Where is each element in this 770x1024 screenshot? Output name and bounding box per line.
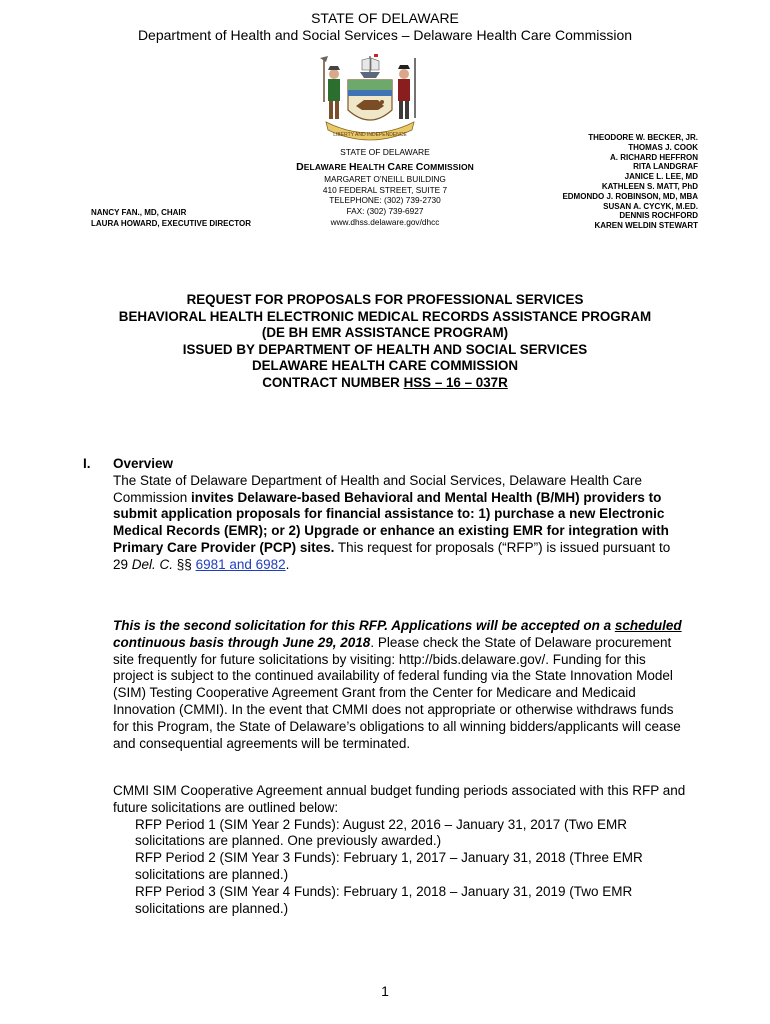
- member-name: JANICE L. LEE, MD: [624, 172, 698, 182]
- funding-periods: [113, 783, 688, 917]
- overview-paragraph: The State of Delaware Department of Health and Social Services, Delaware Health Care Commission invites Delaware-based Behavioral and Mental Health (B/MH) providers to submit application proposals for financial assistance to: 1) purchase a new Electronic Medical Records (EMR); or 2) Upgrade or enhance an existing EMR for integration with Primary Care Provider (PCP) sites. This request for proposals (“RFP”) is issued pursuant to 29 Del. C. §§ 6981 and 6982.: [113, 472, 671, 572]
- section-numeral: I.: [83, 456, 91, 471]
- title-line: REQUEST FOR PROPOSALS FOR PROFESSIONAL SERVICES: [186, 292, 584, 307]
- leadership-block: [91, 208, 251, 229]
- member-name: THOMAS J. COOK: [628, 142, 698, 152]
- funding-period-item: RFP Period 1 (SIM Year 2 Funds): August 22, 2016 – January 31, 2017 (Two EMR solicitations are planned. One previously awarded.): [135, 816, 628, 849]
- page-number: 1: [381, 983, 389, 999]
- member-name: RITA LANDGRAF: [633, 162, 698, 172]
- chair-name: NANCY FAN., MD, CHAIR: [91, 208, 187, 217]
- commission-members-list: [562, 133, 698, 231]
- header-department: Department of Health and Social Services – Delaware Health Care Commission: [137, 27, 633, 43]
- commission-telephone: TELEPHONE: (302) 739-2730: [329, 195, 441, 206]
- title-line: BEHAVIORAL HEALTH ELECTRONIC MEDICAL RECORDS ASSISTANCE PROGRAM: [118, 308, 652, 324]
- title-line: ISSUED BY DEPARTMENT OF HEALTH AND SOCIAL SERVICES: [182, 341, 588, 357]
- commission-fax: FAX: (302) 739-6927: [346, 206, 424, 217]
- funding-period-item: RFP Period 2 (SIM Year 3 Funds): February 1, 2017 – January 31, 2018 (Three EMR solicitations are planned.): [135, 850, 643, 882]
- funding-intro: CMMI SIM Cooperative Agreement annual budget funding periods associated with this RFP and future solicitations are outlined below:: [113, 783, 686, 815]
- member-name: SUSAN A. CYCYK, M.ED.: [603, 201, 698, 211]
- svg-text:LIBERTY AND INDEPENDENCE: LIBERTY AND INDEPENDENCE: [333, 132, 407, 138]
- contract-number: CONTRACT NUMBER HSS – 16 – 037R: [262, 374, 508, 390]
- title-line: DELAWARE HEALTH CARE COMMISSION: [251, 358, 519, 374]
- member-name: A. RICHARD HEFFRON: [610, 152, 698, 162]
- section-heading: Overview: [113, 456, 174, 471]
- header-state: STATE OF DELAWARE: [311, 10, 459, 26]
- executive-director-name: LAURA HOWARD, EXECUTIVE DIRECTOR: [91, 218, 252, 228]
- solicitation-paragraph: This is the second solicitation for this RFP. Applications will be accepted on a scheduled continuous basis through June 29, 2018. Please check the State of Delaware procurement site frequently for future solicitations by visiting: http://bids.delaware.gov/. Funding for this project is subject to the continued availability of federal funding via the State Innovation Model (SIM) Testing Cooperative Agreement Grant from the Center for Medicare and Medicaid Innovation (CMMI). In the event that CMMI does not appropriate or otherwise withdraws funds for this Program, the State of Delaware’s obligations to all winning bidders/applicants will cease and consequential agreements will be terminated.: [113, 618, 682, 751]
- overview-section: [113, 456, 688, 574]
- member-name: KATHLEEN S. MATT, PhD: [601, 181, 698, 191]
- title-line: (DE BH EMR ASSISTANCE PROGRAM): [261, 325, 509, 341]
- commission-state: STATE OF DELAWARE: [340, 147, 430, 157]
- delaware-seal-icon: [312, 52, 428, 148]
- commission-street: 410 FEDERAL STREET, SUITE 7: [322, 184, 448, 195]
- funding-period-item: RFP Period 3 (SIM Year 4 Funds): February 1, 2018 – January 31, 2019 (Two EMR solicitations are planned.): [135, 883, 633, 916]
- member-name: DENNIS ROCHFORD: [619, 211, 698, 221]
- commission-name: DELAWARE HEALTH CARE COMMISSION: [296, 160, 474, 173]
- commission-address-block: [270, 147, 500, 228]
- member-name: EDMONDO J. ROBINSON, MD, MBA: [562, 191, 698, 201]
- member-name: KAREN WELDIN STEWART: [594, 221, 698, 231]
- commission-building: MARGARET O’NEILL BUILDING: [324, 173, 446, 184]
- member-name: THEODORE W. BECKER, JR.: [588, 133, 698, 142]
- commission-website: www.dhss.delaware.gov/dhcc: [330, 216, 440, 227]
- document-title: [0, 292, 770, 392]
- statute-link[interactable]: 6981 and 6982: [195, 556, 286, 572]
